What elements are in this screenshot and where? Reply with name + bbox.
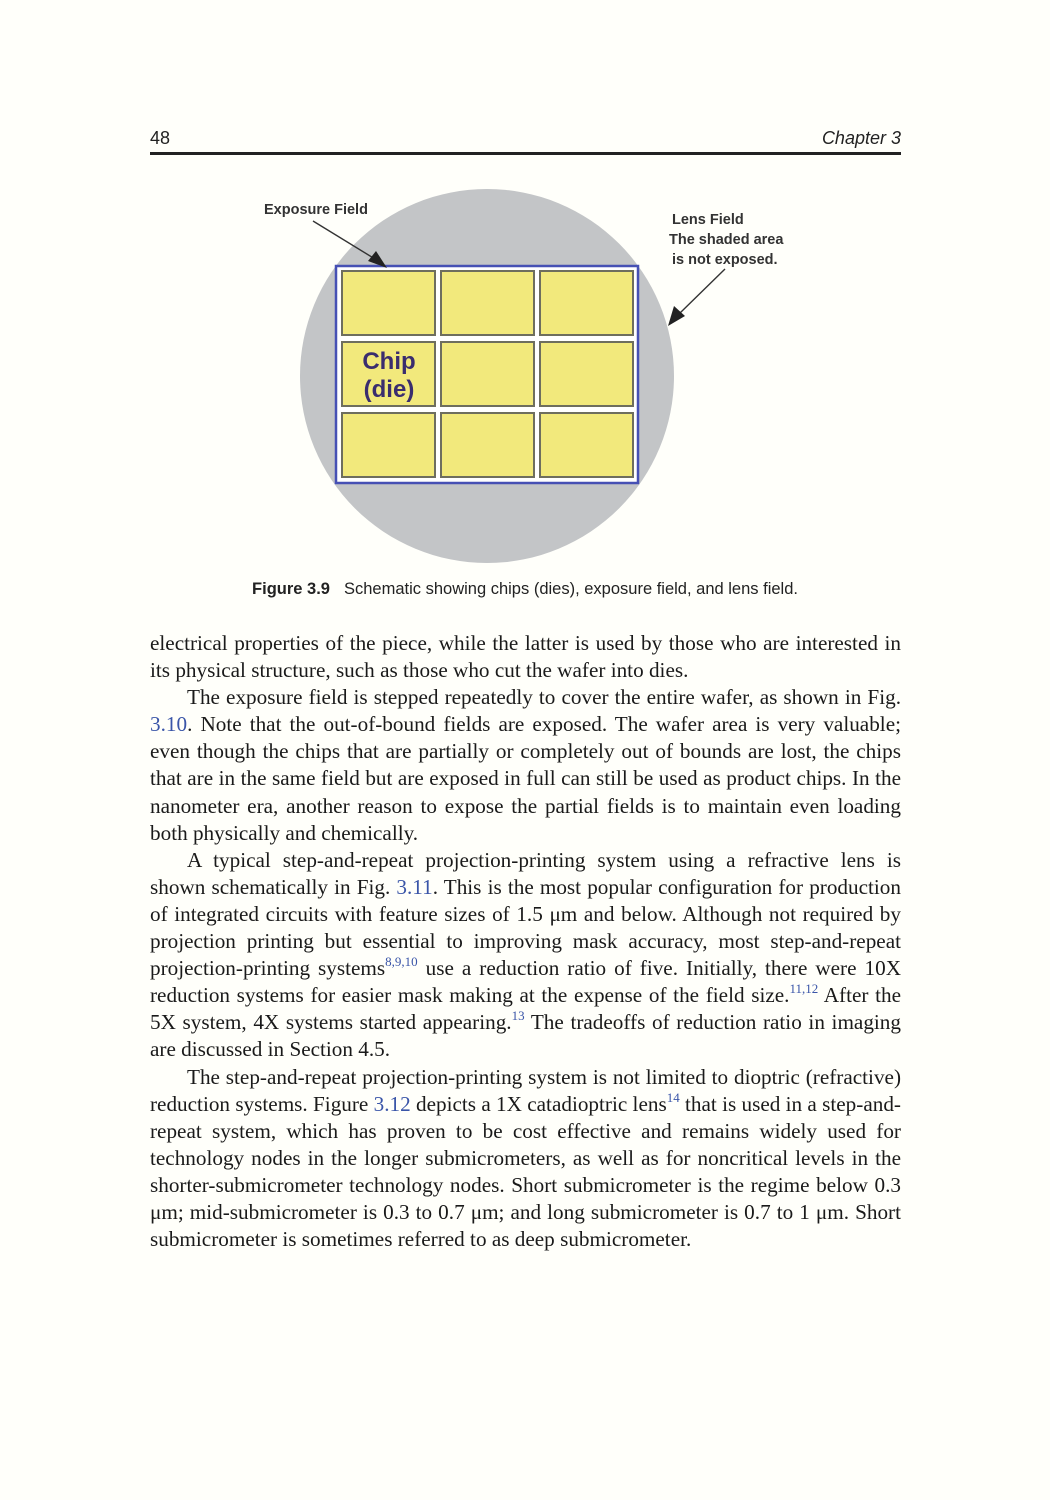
chapter-title: Chapter 3 [821, 128, 901, 148]
figure-reference-link[interactable]: 3.10 [150, 712, 188, 737]
lens-field-label-line2: The shaded area [669, 232, 784, 248]
chip [342, 271, 435, 335]
text-segment: use a reduction ratio of five. Initially, there were 10X reduction systems for easier mask making at the expense of the field size. [150, 956, 901, 1008]
chip [441, 342, 534, 406]
chip [441, 271, 534, 335]
citation-superscript[interactable]: 8,9,10 [385, 954, 418, 970]
page-number: 48 [150, 128, 171, 148]
citation-superscript[interactable]: 14 [666, 1089, 680, 1105]
chip-label-line2: (die) [363, 376, 415, 403]
citation-superscript[interactable]: 11,12 [789, 981, 819, 997]
chip [540, 342, 633, 406]
lens-field-label-line3: is not exposed. [672, 252, 778, 268]
chip [540, 413, 633, 477]
chip [342, 413, 435, 477]
text-segment: The tradeoffs of reduction ratio in imaging are discussed in Section 4.5. [150, 1010, 901, 1062]
text-segment: electrical properties of the piece, while the latter is used by those who are interested in its physical structure, such as those who cut the wafer into dies. [150, 631, 901, 683]
text-segment: that is used in a step-and-repeat system, which has proven to be cost effective and remains widely used for technology nodes in the longer submicrometers, as well as for noncritical levels in the shorter-submicrometer technology nodes. Short submicrometer is the regime below 0.3 μm; mid-submicrometer is 0.3 to 0.7 μm; and long submicrometer is 0.7 to 1 μm. Short submicrometer is sometimes referred to as deep submicrometer. [150, 1091, 901, 1252]
text-segment: depicts a 1X catadioptric lens [410, 1091, 667, 1116]
caption-label: Figure 3.9 [252, 580, 330, 598]
lens-field-label-line1: Lens Field [672, 212, 744, 228]
lens-field-arrow-icon [668, 269, 725, 326]
text-segment: The step-and-repeat projection-printing system is not limited to dioptric (refractive) reduction systems. Figure [150, 1064, 901, 1116]
citation-superscript[interactable]: 13 [511, 1008, 525, 1024]
figure-caption [0, 580, 1050, 599]
text-segment: . Note that the out-of-bound fields are exposed. The wafer area is very valuable; even though the chips that are partially or completely out of bounds are lost, the chips that are in the same field but are exposed in full can still be used as product chips. In the nanometer era, another reason to expose the partial fields is to maintain even loading both physically and chemically. [150, 712, 901, 845]
text-segment: The exposure field is stepped repeatedly to cover the entire wafer, as shown in Fig. [187, 685, 901, 710]
text-segment: After the 5X system, 4X systems started appearing. [150, 983, 901, 1035]
body-text [150, 630, 901, 1253]
page-header [150, 126, 901, 155]
exposure-field-label: Exposure Field [264, 202, 368, 218]
caption-text: Schematic showing chips (dies), exposure field, and lens field. [343, 580, 798, 598]
chip [441, 413, 534, 477]
figure-reference-link[interactable]: 3.11 [396, 874, 433, 899]
text-segment: . This is the most popular configuration for production of integrated circuits with feature sizes of 1.5 μm and below. Although not required by projection printing but essential to improving mask accuracy, most step-and-repeat projection-printing systems [150, 874, 901, 981]
chip-label-line1: Chip [362, 348, 416, 375]
paragraph [150, 1064, 901, 1254]
text-segment: A typical step-and-repeat projection-printing system using a refractive lens is shown schematically in Fig. [150, 847, 901, 899]
paragraph [150, 630, 901, 684]
figure-3-9 [255, 185, 795, 570]
paragraph [150, 847, 901, 1064]
paragraph [150, 684, 901, 847]
figure-reference-link[interactable]: 3.12 [373, 1091, 411, 1116]
chip [540, 271, 633, 335]
